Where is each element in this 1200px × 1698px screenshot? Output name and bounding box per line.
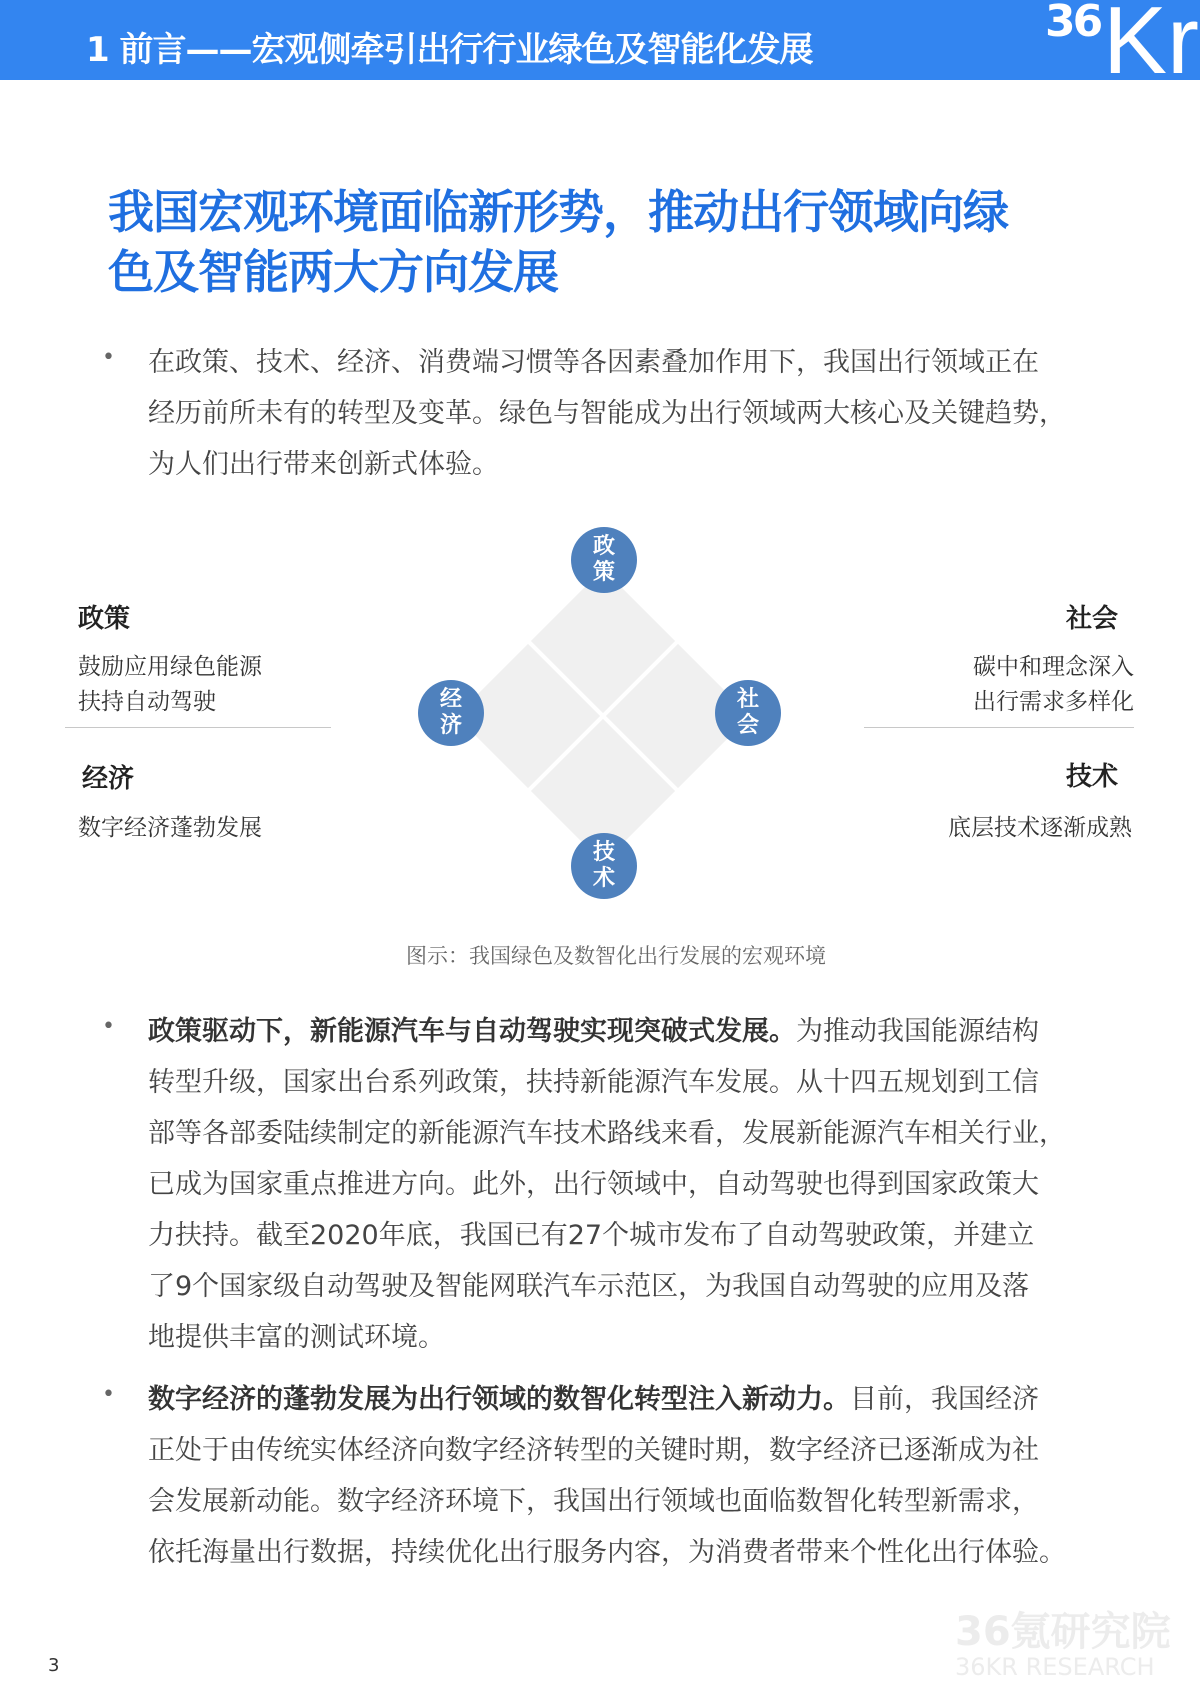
- paragraph-line: 会发展新动能。数字经济环境下，我国出行领域也面临数智化转型新需求，: [148, 1486, 1039, 1517]
- technology-text: 底层技术逐渐成熟: [948, 815, 1132, 841]
- bullet-icon: •: [102, 1382, 115, 1407]
- intro-line: 在政策、技术、经济、消费端习惯等各因素叠加作用下，我国出行领域正在: [148, 347, 1039, 378]
- node-policy: 政 策: [571, 527, 637, 593]
- brand-logo: 36 Kr: [1045, 0, 1199, 94]
- paragraph-line: 已成为国家重点推进方向。此外，出行领域中，自动驾驶也得到国家政策大: [148, 1169, 1039, 1200]
- divider-left: [65, 727, 331, 728]
- page-title-line-2: 色及智能两大方向发展: [108, 245, 558, 299]
- society-text: 碳中和理念深入: [973, 654, 1134, 680]
- watermark: 36氪研究院 36KR RESEARCH: [955, 1609, 1171, 1681]
- paragraph-line: 数字经济的蓬勃发展为出行领域的数智化转型注入新动力。目前，我国经济: [148, 1384, 1039, 1415]
- node-technology: 技 术: [571, 833, 637, 899]
- paragraph-line: 依托海量出行数据，持续优化出行服务内容，为消费者带来个性化出行体验。: [148, 1537, 1066, 1568]
- technology-heading: 技术: [1065, 762, 1118, 792]
- node-society: 社 会: [715, 680, 781, 746]
- policy-text: 扶持自动驾驶: [78, 689, 216, 715]
- paragraph-line: 政策驱动下，新能源汽车与自动驾驶实现突破式发展。为推动我国能源结构: [148, 1016, 1039, 1047]
- page-number: 3: [48, 1655, 60, 1676]
- society-text: 出行需求多样化: [973, 689, 1134, 715]
- paragraph-line: 了9个国家级自动驾驶及智能网联汽车示范区，为我国自动驾驶的应用及落: [148, 1271, 1030, 1302]
- bullet-icon: •: [102, 345, 115, 370]
- paragraph-line: 地提供丰富的测试环境。: [148, 1322, 445, 1353]
- section-title: 1 前言——宏观侧牵引出行行业绿色及智能化发展: [86, 30, 813, 70]
- intro-line: 为人们出行带来创新式体验。: [148, 449, 499, 480]
- paragraph-line: 部等各部委陆续制定的新能源汽车技术路线来看，发展新能源汽车相关行业，: [148, 1118, 1066, 1149]
- society-heading: 社会: [1065, 604, 1118, 634]
- diagram-caption: 图示：我国绿色及数智化出行发展的宏观环境: [406, 944, 826, 968]
- bullet-icon: •: [102, 1014, 115, 1039]
- paragraph-line: 正处于由传统实体经济向数字经济转型的关键时期，数字经济已逐渐成为社: [148, 1435, 1039, 1466]
- intro-line: 经历前所未有的转型及变革。绿色与智能成为出行领域两大核心及关键趋势，: [148, 398, 1066, 429]
- divider-right: [864, 727, 1134, 728]
- page-title-line-1: 我国宏观环境面临新形势，推动出行领域向绿: [108, 185, 1008, 239]
- policy-text: 鼓励应用绿色能源: [78, 654, 262, 680]
- paragraph-line: 转型升级，国家出台系列政策，扶持新能源汽车发展。从十四五规划到工信: [148, 1067, 1039, 1098]
- economy-text: 数字经济蓬勃发展: [78, 815, 262, 841]
- node-economy: 经 济: [418, 680, 484, 746]
- paragraph-line: 力扶持。截至2020年底，我国已有27个城市发布了自动驾驶政策，并建立: [148, 1220, 1035, 1251]
- economy-heading: 经济: [82, 764, 135, 794]
- policy-heading: 政策: [78, 604, 131, 634]
